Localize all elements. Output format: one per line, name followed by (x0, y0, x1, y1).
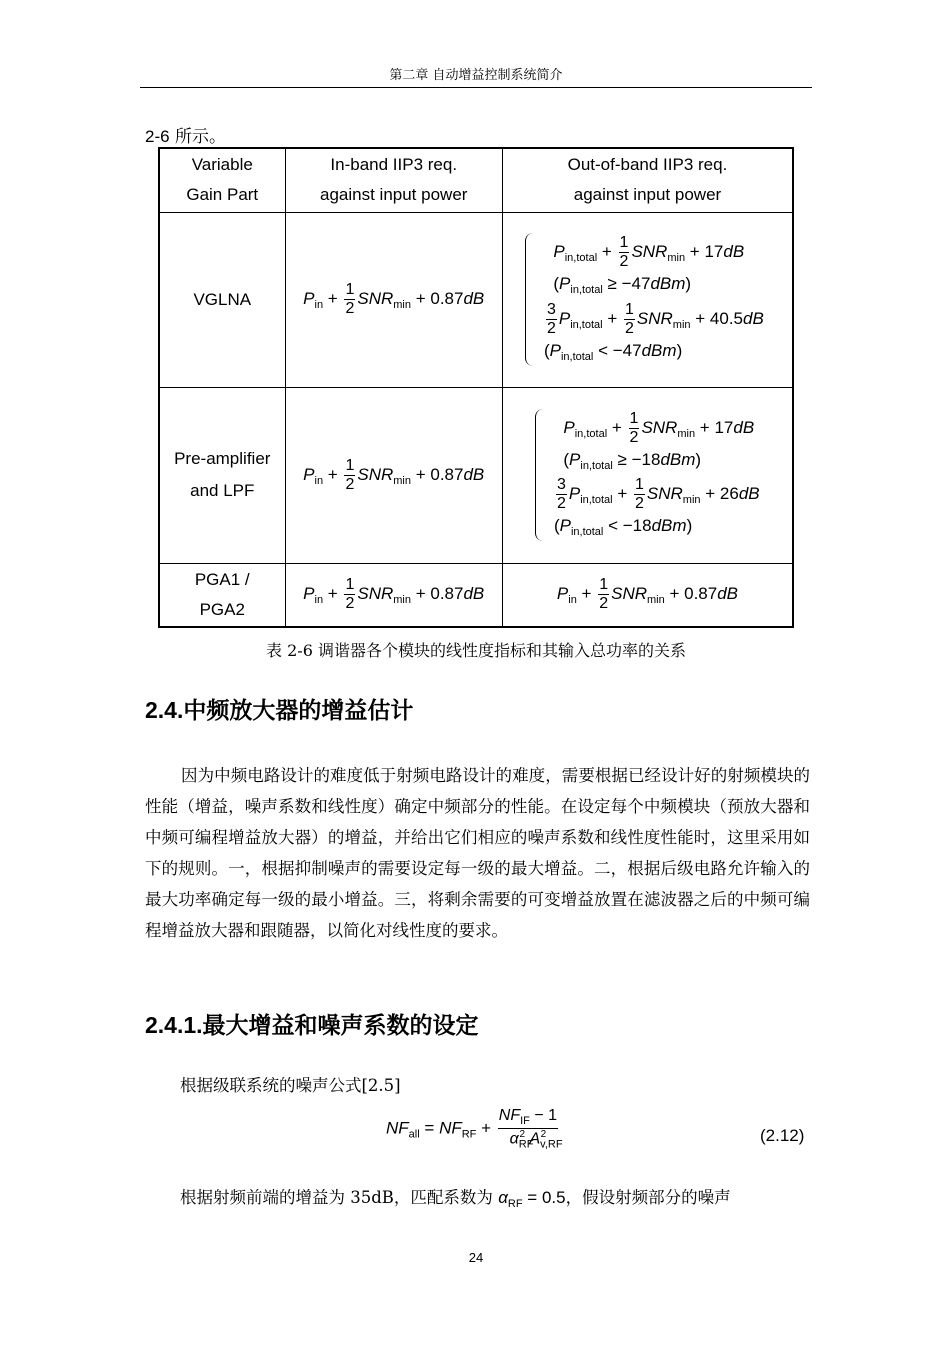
row-name: Pre-amplifier and LPF (159, 387, 285, 563)
outband-formula: $P_{in}$ + $\frac{1}{2}$ $SNR_{min} + 0.87dB$ (502, 563, 793, 627)
equation-noise: $NF_{all} = NF_{RF}$ + $\frac{NF_{IF} - 1}{\alpha_{RF}^2 A_{v,RF}^2}$ (386, 1107, 563, 1151)
outband-formula: $P_{in,total}$ + $\frac{1}{2}$ $SNR_{min} + 17dB$ $(P_{in,total} \ge -47dBm)$ $\frac{3}{2}$ $P_{in,total}$ + $\frac{1}{2}$ $SNR_{min} + 40.5dB$ $(P_{in,total} < -47dBm)$ (502, 212, 793, 387)
page-number: 24 (468, 1250, 484, 1265)
intro-text: 2-6 所示。 (145, 127, 226, 147)
inband-formula: $P_{in}$ + $\frac{1}{2}$ $SNR_{min} + 0.87dB$ (285, 212, 502, 387)
inband-formula: $P_{in}$ + $\frac{1}{2}$ $SNR_{min} + 0.87dB$ (285, 563, 502, 627)
section-heading: 2.4.中频放大器的增益估计 (145, 697, 414, 723)
running-header: 第二章 自动增益控制系统简介 (389, 68, 563, 83)
col-header-outband: Out-of-band IIP3 req. against input power (502, 148, 793, 212)
row-name: PGA1 / PGA2 (159, 563, 285, 627)
body-paragraph: 因为中频电路设计的难度低于射频电路设计的难度，需要根据已经设计好的射频模块的性能（增益，噪声系数和线性度）确定中频部分的性能。在设定每个中频模块（预放大器和中频可编程增益放大器）的增益，并给出它们相应的噪声系数和线性度性能时，这里采用如下的规则。一，根据抑制噪声的需要设定每一级的最大增益。二，根据后级电路允许输入的最大功率确定每一级的最小增益。三，将剩余需要的可变增益放置在滤波器之后的中频可编程增益放大器和跟随器，以简化对线性度的要求。 (145, 766, 810, 940)
subsection-heading: 2.4.1.最大增益和噪声系数的设定 (145, 1012, 479, 1038)
table-caption: 表 2-6 调谐器各个模块的线性度指标和其输入总功率的关系 (266, 641, 686, 660)
inband-formula: $P_{in}$ + $\frac{1}{2}$ $SNR_{min} + 0.87dB$ (285, 387, 502, 563)
brace-icon (525, 233, 538, 365)
row-name: VGLNA (159, 212, 285, 387)
equation-number: (2.12) (760, 1126, 805, 1145)
col-header-inband: In-band IIP3 req. against input power (285, 148, 502, 212)
body-line: 根据级联系统的噪声公式[2.5] (180, 1076, 401, 1095)
brace-icon (535, 409, 548, 541)
table-header-row (159, 148, 793, 212)
outband-formula: $P_{in,total}$ + $\frac{1}{2}$ $SNR_{min} + 17dB$ $(P_{in,total} \ge -18dBm)$ $\frac{3}{2}$ $P_{in,total}$ + $\frac{1}{2}$ $SNR_{min} + 26dB$ $(P_{in,total} < -18dBm)$ (502, 387, 793, 563)
header-rule (140, 87, 812, 88)
linearity-table (158, 147, 794, 628)
table-row (159, 563, 793, 627)
table-row (159, 387, 793, 563)
table-row (159, 212, 793, 387)
body-line: 根据射频前端的增益为 35dB，匹配系数为 $\alpha_{RF} = 0.5$，假设射频部分的噪声 (180, 1188, 731, 1210)
col-header-variable: Variable Gain Part (159, 148, 285, 212)
